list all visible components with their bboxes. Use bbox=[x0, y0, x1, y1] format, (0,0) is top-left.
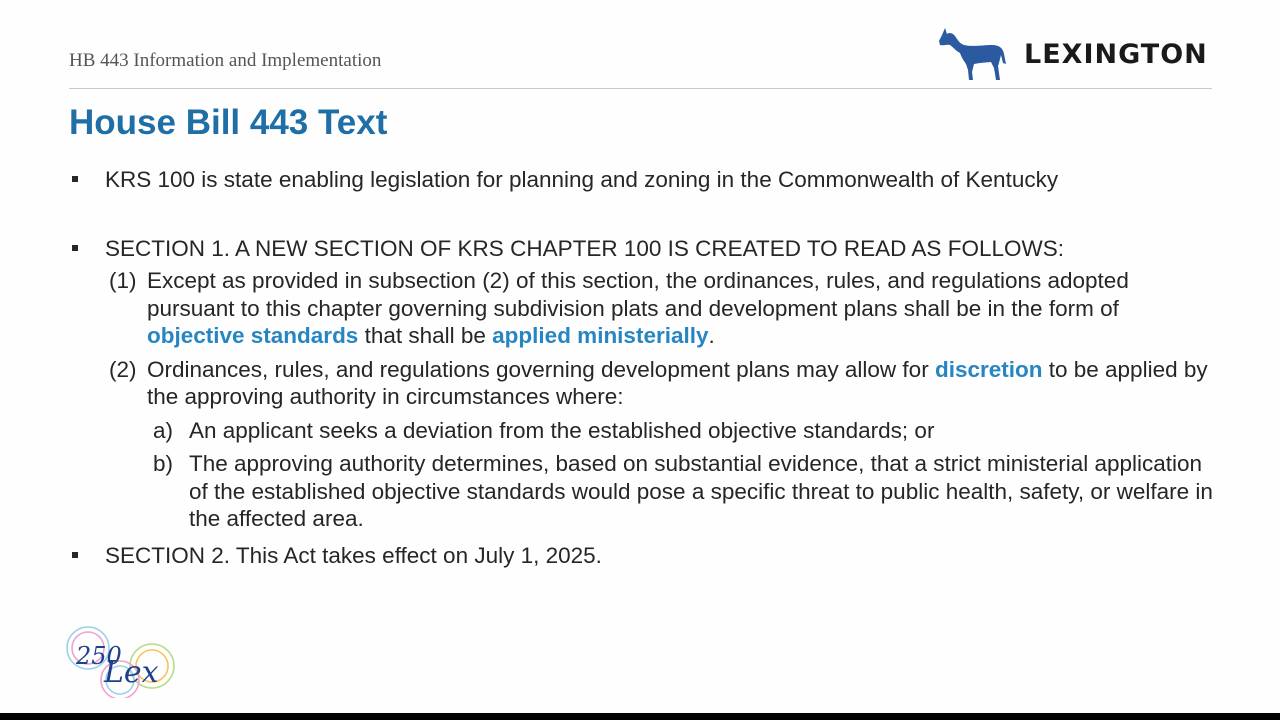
lex-250-logo bbox=[62, 622, 182, 698]
bullet-section-2: SECTION 2. This Act takes effect on July 1, 2025. bbox=[69, 542, 1219, 570]
lexington-logo bbox=[936, 26, 1208, 82]
subsection-1: (1) Except as provided in subsection (2) of this section, the ordinances, rules, and regulations adopted pursuant to this chapter governing subdivision plats and development plans shall be in the form of objective standards that shall be applied ministerially. bbox=[109, 268, 1129, 348]
svg-text:Lex: Lex bbox=[104, 655, 159, 690]
lexington-wordmark: LEXINGTON bbox=[1024, 38, 1208, 70]
highlight-objective-standards: objective standards bbox=[147, 323, 359, 348]
horse-icon bbox=[936, 26, 1008, 82]
subsection-number: (2) bbox=[109, 356, 137, 382]
highlight-discretion: discretion bbox=[934, 356, 1043, 382]
slide-body bbox=[69, 166, 1219, 569]
item-a: a) An applicant seeks a deviation from the established objective standards; or bbox=[153, 417, 935, 443]
header-subtitle: HB 443 Information and Implementation bbox=[69, 50, 382, 71]
bullet-section-1: SECTION 1. A NEW SECTION OF KRS CHAPTER 100 IS CREATED TO READ AS FOLLOWS: bbox=[69, 235, 1219, 263]
item-letter: a) bbox=[153, 417, 174, 443]
highlight-applied-ministerially: applied ministerially bbox=[492, 323, 709, 348]
slide-title: House Bill 443 Text bbox=[69, 103, 388, 142]
svg-text:250: 250 bbox=[76, 642, 122, 670]
item-b: b) The approving authority determines, based on substantial evidence, that a strict ministerial application of the established objective standards would pose a specific threat to public health, safety, or welfare in the affected area. bbox=[153, 451, 1213, 531]
header-divider bbox=[69, 88, 1212, 89]
subsection-number: (1) bbox=[109, 268, 137, 293]
spacer bbox=[69, 194, 1219, 235]
item-letter: b) bbox=[153, 451, 174, 476]
bullet-krs100: KRS 100 is state enabling legislation for planning and zoning in the Commonwealth of Kentucky bbox=[69, 166, 1219, 194]
subsection-2: (2) Ordinances, rules, and regulations governing development plans may allow for discretion to be applied by the approving authority in circumstances where: bbox=[109, 356, 1208, 409]
